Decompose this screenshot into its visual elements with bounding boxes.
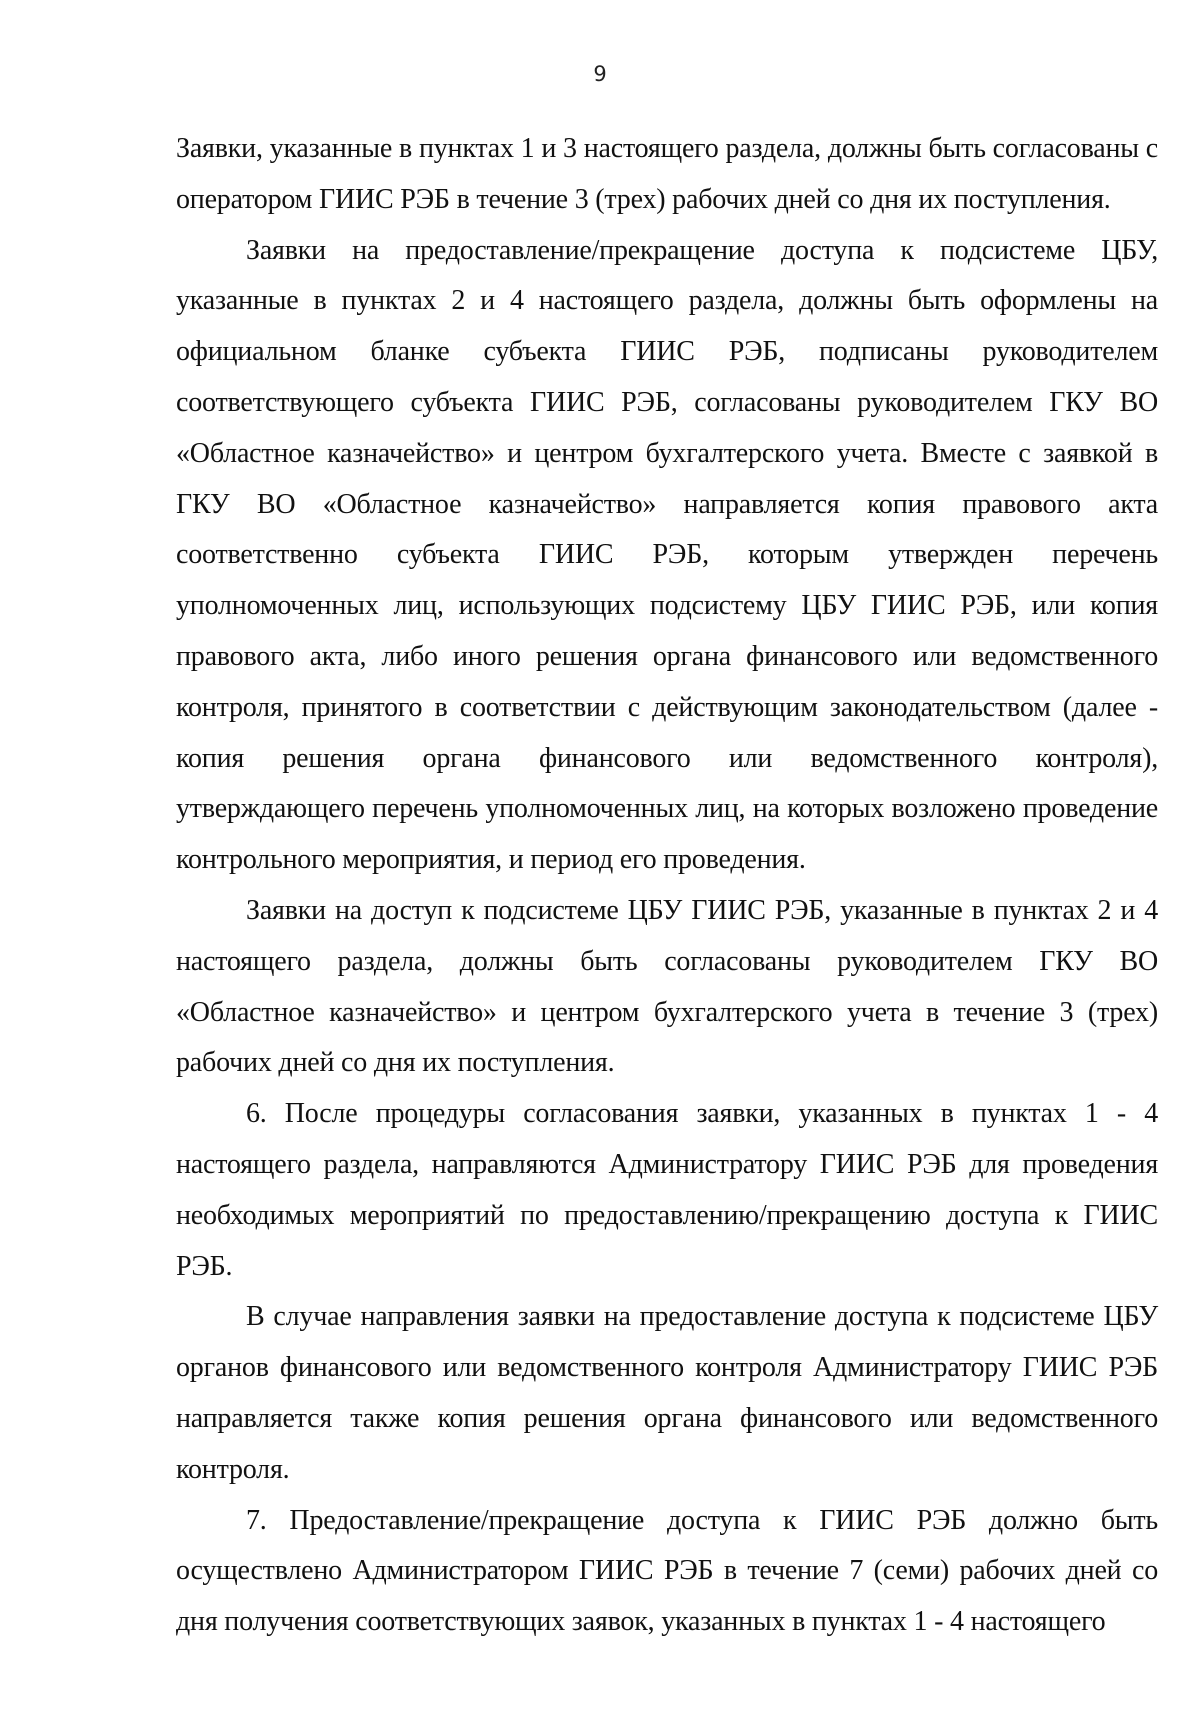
- paragraph-cbu-approval-deadline: Заявки на доступ к подсистеме ЦБУ ГИИС РЭБ, указанные в пунктах 2 и 4 настоящего раздела, должны быть согласованы руководителем ГКУ ВО «Областное казначейство» и центром бухгалтерского учета в течение 3 (трех) рабочих дней со дня их поступления.: [176, 894, 1158, 1079]
- paragraph-cbu-access-requests: Заявки на предоставление/прекращение доступа к подсистеме ЦБУ, указанные в пунктах 2 и 4 настоящего раздела, должны быть оформлены на официальном бланке субъекта ГИИС РЭБ, подписаны руководителем соответствующего субъекта ГИИС РЭБ, согласованы руководителем ГКУ ВО «Областное казначейство» и центром бухгалтерского учета. Вместе с заявкой в ГКУ ВО «Областное казначейство» направляется копия правового акта соответственно субъекта ГИИС РЭБ, которым утвержден перечень уполномоченных лиц, использующих подсистему ЦБУ ГИИС РЭБ, или копия правового акта, либо иного решения органа финансового или ведомственного контроля, принятого в соответствии с действующим законодательством (далее - копия решения органа финансового или ведомственного контроля), утверждающего перечень уполномоченных лиц, на которых возложено проведение контрольного мероприятия, и период его проведения.: [176, 234, 1158, 876]
- page-number: 9: [593, 62, 607, 86]
- paragraph-item-7: 7. Предоставление/прекращение доступа к ГИИС РЭБ должно быть осуществлено Администратором ГИИС РЭБ в течение 7 (семи) рабочих дней со дня получения соответствующих заявок, указанных в пунктах 1 - 4 настоящего: [176, 1504, 1158, 1638]
- paragraph-control-bodies-request: В случае направления заявки на предоставление доступа к подсистеме ЦБУ органов финансового или ведомственного контроля Администратору ГИИС РЭБ направляется также копия решения органа финансового или ведомственного контроля.: [176, 1301, 1158, 1485]
- paragraph-item-6: 6. После процедуры согласования заявки, указанных в пунктах 1 - 4 настоящего раздела, направляются Администратору ГИИС РЭБ для проведения необходимых мероприятий по предоставлению/прекращению доступа к ГИИС РЭБ.: [176, 1098, 1158, 1282]
- paragraph-requests-approval-operator: Заявки, указанные в пунктах 1 и 3 настоящего раздела, должны быть согласованы с оператором ГИИС РЭБ в течение 3 (трех) рабочих дней со дня их поступления.: [176, 133, 1158, 215]
- document-body: [176, 124, 1158, 1648]
